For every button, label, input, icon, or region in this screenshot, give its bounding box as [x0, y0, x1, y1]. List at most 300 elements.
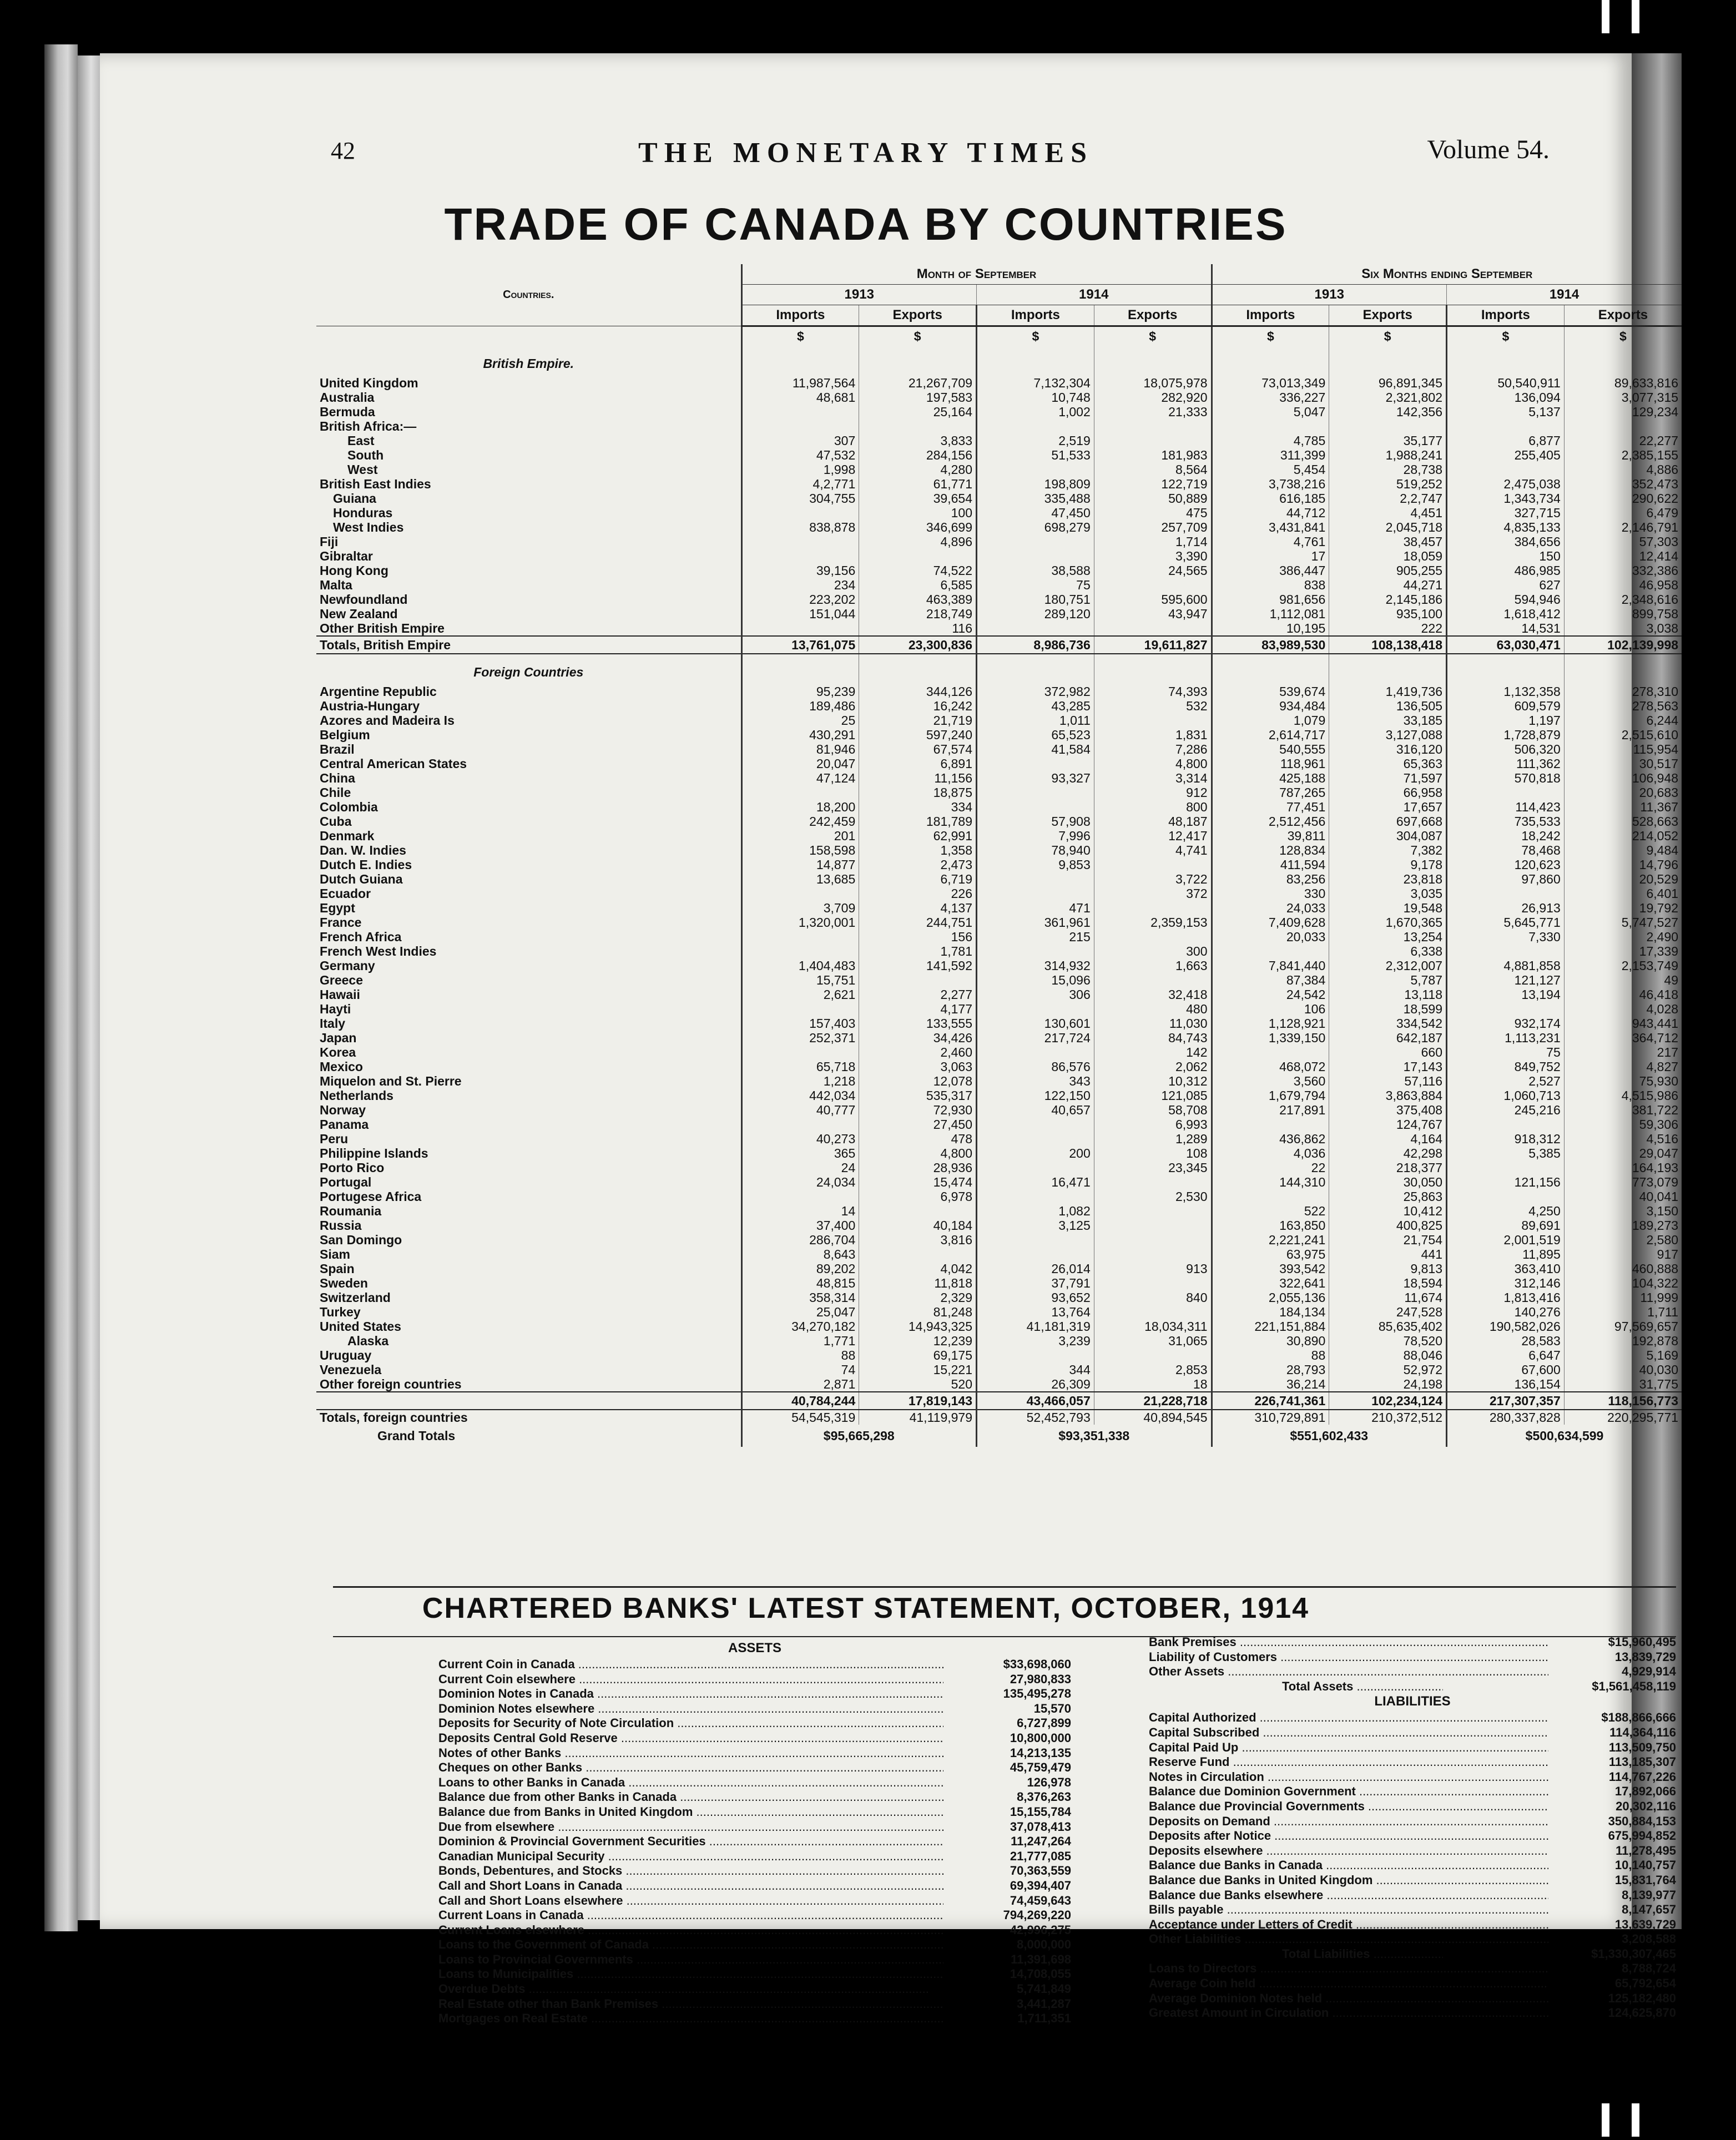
- value-cell: 13,764: [977, 1305, 1094, 1319]
- liability-row: [1149, 1725, 1676, 1740]
- value-cell: 78,940: [977, 843, 1094, 857]
- value-cell: 74: [741, 1362, 859, 1377]
- value-cell: 1,404,483: [741, 958, 859, 973]
- value-cell: [1447, 1189, 1565, 1204]
- liability-row: [1149, 1932, 1676, 1947]
- value-cell: 1,011: [977, 713, 1094, 728]
- value-cell: 14,943,325: [859, 1319, 977, 1334]
- table-row: [316, 915, 1682, 930]
- liability-row-label: Deposits elsewhere .....: [1149, 1844, 1548, 1859]
- value-cell: 198,809: [977, 477, 1094, 491]
- table-row: [316, 958, 1682, 973]
- value-cell: 40,657: [977, 1103, 1094, 1117]
- value-cell: 4,280: [859, 462, 977, 477]
- value-cell: [977, 756, 1094, 771]
- value-cell: 41,119,979: [859, 1410, 977, 1425]
- value-cell: 21,228,718: [1094, 1392, 1212, 1410]
- value-cell: 7,330: [1447, 930, 1565, 944]
- value-cell: 386,447: [1212, 563, 1329, 578]
- asset-row-label: Overdue Debts .....: [438, 1982, 943, 1997]
- asset-row-value: 21,777,085: [1010, 1849, 1071, 1863]
- value-cell: 217,724: [977, 1031, 1094, 1045]
- country-name: United Kingdom: [320, 376, 418, 390]
- value-cell: [977, 1247, 1094, 1261]
- table-row: [316, 756, 1682, 771]
- asset-row-value: 74,459,643: [1010, 1893, 1071, 1907]
- value-cell: 3,314: [1094, 771, 1212, 785]
- asset-row-value: 15,570: [1033, 1701, 1071, 1715]
- asset-row-value: 11,391,698: [1011, 1952, 1071, 1966]
- value-cell: 1,663: [1094, 958, 1212, 973]
- value-cell: 307: [741, 433, 859, 448]
- table-row: [316, 814, 1682, 829]
- value-cell: 1,079: [1212, 713, 1329, 728]
- asset-row-label: Balance due from Banks in United Kingdom .....: [438, 1805, 943, 1820]
- value-cell: [977, 785, 1094, 800]
- value-cell: [741, 549, 859, 563]
- asset-row: [438, 1923, 1071, 1938]
- value-cell: 7,132,304: [977, 376, 1094, 390]
- value-cell: 3,063: [859, 1059, 977, 1074]
- exports-header: Exports: [1094, 305, 1212, 326]
- value-cell: 21,333: [1094, 405, 1212, 419]
- asset-row-label: Cheques on other Banks .....: [438, 1760, 943, 1775]
- banks-title: CHARTERED BANKS' LATEST STATEMENT, OCTOBER, 1914: [422, 1592, 1310, 1624]
- value-cell: [977, 1117, 1094, 1132]
- liability-row-value: 3,208,588: [1622, 1932, 1676, 1946]
- value-cell: 201: [741, 829, 859, 843]
- table-row: [316, 1016, 1682, 1031]
- value-cell: 144,310: [1212, 1175, 1329, 1189]
- value-cell: 40,273: [741, 1132, 859, 1146]
- grand-total-value: $93,351,338: [977, 1425, 1212, 1447]
- imports-header: Imports: [977, 305, 1094, 326]
- value-cell: 14,796: [1564, 857, 1682, 872]
- asset-row-value: 6,727,899: [1017, 1716, 1071, 1730]
- value-cell: 609,579: [1447, 699, 1565, 713]
- asset-row-value: 11,247,264: [1011, 1834, 1071, 1849]
- liability-row-label: Other Liabilities .....: [1149, 1932, 1548, 1947]
- foreign-countries-section: [316, 654, 1682, 684]
- value-cell: 13,685: [741, 872, 859, 886]
- liabilities-column: [1149, 1635, 1676, 2021]
- empty-cell: [741, 654, 859, 684]
- country-name: Philippine Islands: [320, 1146, 428, 1160]
- divider: [333, 1586, 1676, 1588]
- value-cell: [741, 534, 859, 549]
- value-cell: 48,187: [1094, 814, 1212, 829]
- value-cell: 3,239: [977, 1334, 1094, 1348]
- empty-cell: [859, 654, 977, 684]
- value-cell: 381,722: [1564, 1103, 1682, 1117]
- value-cell: [1447, 419, 1565, 433]
- value-cell: 72,930: [859, 1103, 977, 1117]
- value-cell: 157,403: [741, 1016, 859, 1031]
- value-cell: 75,930: [1564, 1074, 1682, 1088]
- value-cell: 16,471: [977, 1175, 1094, 1189]
- value-cell: 310,729,891: [1212, 1410, 1329, 1425]
- value-cell: 40,030: [1564, 1362, 1682, 1377]
- asset-row-value: 14,708,055: [1010, 1967, 1071, 1981]
- value-cell: [1094, 930, 1212, 944]
- value-cell: 106,948: [1564, 771, 1682, 785]
- value-cell: [1094, 857, 1212, 872]
- asset-row: [438, 1746, 1071, 1761]
- value-cell: 62,991: [859, 829, 977, 843]
- value-cell: 1,128,921: [1212, 1016, 1329, 1031]
- value-cell: 93,327: [977, 771, 1094, 785]
- value-cell: 8,986,736: [977, 636, 1094, 654]
- empty-cell: [1329, 346, 1447, 376]
- value-cell: 2,321,802: [1329, 390, 1447, 405]
- other-row-label: Loans to Directors .....: [1149, 1961, 1548, 1976]
- country-name: Dan. W. Indies: [320, 843, 406, 857]
- value-cell: 6,244: [1564, 713, 1682, 728]
- table-row: [316, 549, 1682, 563]
- value-cell: 4,761: [1212, 534, 1329, 549]
- value-cell: 234: [741, 578, 859, 592]
- value-cell: 129,234: [1564, 405, 1682, 419]
- value-cell: 519,252: [1329, 477, 1447, 491]
- value-cell: 2,621: [741, 987, 859, 1002]
- country-name: Honduras: [333, 506, 393, 520]
- value-cell: 5,787: [1329, 973, 1447, 987]
- country-name: Portugese Africa: [320, 1189, 422, 1204]
- value-cell: 14: [741, 1204, 859, 1218]
- table-row: [316, 1233, 1682, 1247]
- value-cell: 335,488: [977, 491, 1094, 506]
- table-row: [316, 901, 1682, 915]
- exports-header: Exports: [1564, 305, 1682, 326]
- value-cell: 133,555: [859, 1016, 977, 1031]
- value-cell: 3,125: [977, 1218, 1094, 1233]
- value-cell: 2,312,007: [1329, 958, 1447, 973]
- value-cell: 278,563: [1564, 699, 1682, 713]
- value-cell: 2,512,456: [1212, 814, 1329, 829]
- value-cell: 75: [1447, 1045, 1565, 1059]
- value-cell: 393,542: [1212, 1261, 1329, 1276]
- value-cell: 20,683: [1564, 785, 1682, 800]
- liability-row: [1149, 1829, 1676, 1844]
- foreign-countries-section-label: Foreign Countries: [473, 665, 584, 679]
- value-cell: 522: [1212, 1204, 1329, 1218]
- value-cell: [977, 872, 1094, 886]
- value-cell: 5,747,527: [1564, 915, 1682, 930]
- liability-row-value: 113,185,307: [1608, 1755, 1676, 1769]
- table-row: [316, 944, 1682, 958]
- value-cell: [1094, 433, 1212, 448]
- value-cell: [977, 1160, 1094, 1175]
- value-cell: 838: [1212, 578, 1329, 592]
- liability-row-value: 13,639,729: [1614, 1917, 1676, 1931]
- value-cell: [741, 785, 859, 800]
- value-cell: 330: [1212, 886, 1329, 901]
- asset-row: [438, 1864, 1071, 1879]
- value-cell: 304,755: [741, 491, 859, 506]
- value-cell: 2,062: [1094, 1059, 1212, 1074]
- value-cell: 108: [1094, 1146, 1212, 1160]
- value-cell: 67,600: [1447, 1362, 1565, 1377]
- value-cell: 334,542: [1329, 1016, 1447, 1031]
- value-cell: 442,034: [741, 1088, 859, 1103]
- value-cell: 2,519: [977, 433, 1094, 448]
- value-cell: 2,045,718: [1329, 520, 1447, 534]
- country-name: West: [347, 462, 378, 477]
- asset-row: [438, 2011, 1071, 2026]
- liability-row-label: Acceptance under Letters of Credit .....: [1149, 1917, 1548, 1932]
- table-row: [316, 419, 1682, 433]
- value-cell: 18,059: [1329, 549, 1447, 563]
- liability-row-label: Bills payable .....: [1149, 1902, 1548, 1917]
- value-cell: 311,399: [1212, 448, 1329, 462]
- table-row: [316, 477, 1682, 491]
- value-cell: 2,385,155: [1564, 448, 1682, 462]
- value-cell: [1447, 886, 1565, 901]
- value-cell: 226: [859, 886, 977, 901]
- value-cell: 41,181,319: [977, 1319, 1094, 1334]
- table-row: [316, 872, 1682, 886]
- asset-row: [438, 1982, 1071, 1997]
- value-cell: 3,833: [859, 433, 977, 448]
- asset-row-value: 4,929,914: [1622, 1664, 1676, 1679]
- value-cell: 77,451: [1212, 800, 1329, 814]
- value-cell: 46,418: [1564, 987, 1682, 1002]
- value-cell: 486,985: [1447, 563, 1565, 578]
- value-cell: 336,227: [1212, 390, 1329, 405]
- value-cell: [977, 1132, 1094, 1146]
- table-row: [316, 1348, 1682, 1362]
- value-cell: 11,674: [1329, 1290, 1447, 1305]
- asset-row-value: 13,839,729: [1614, 1649, 1676, 1664]
- value-cell: [1094, 1348, 1212, 1362]
- asset-row: [438, 1672, 1071, 1687]
- value-cell: 15,474: [859, 1175, 977, 1189]
- value-cell: 38,457: [1329, 534, 1447, 549]
- value-cell: 217,307,357: [1447, 1392, 1565, 1410]
- value-cell: [977, 1348, 1094, 1362]
- value-cell: 142: [1094, 1045, 1212, 1059]
- value-cell: [977, 1002, 1094, 1016]
- value-cell: 189,486: [741, 699, 859, 713]
- value-cell: 471: [977, 901, 1094, 915]
- value-cell: 180,751: [977, 592, 1094, 607]
- liability-row-value: 113,509,750: [1608, 1740, 1676, 1754]
- value-cell: 89,202: [741, 1261, 859, 1276]
- value-cell: 11,818: [859, 1276, 977, 1290]
- trade-title: TRADE OF CANADA BY COUNTRIES: [444, 199, 1288, 250]
- value-cell: 18,599: [1329, 1002, 1447, 1016]
- value-cell: 3,127,088: [1329, 728, 1447, 742]
- table-row: [316, 1132, 1682, 1146]
- value-cell: 13,194: [1447, 987, 1565, 1002]
- value-cell: 7,286: [1094, 742, 1212, 756]
- country-name: Alaska: [347, 1334, 389, 1348]
- value-cell: 10,312: [1094, 1074, 1212, 1088]
- total-liabilities-row-value: $1,330,307,465: [1591, 1946, 1676, 1961]
- asset-row: [438, 1790, 1071, 1805]
- value-cell: 4,785: [1212, 433, 1329, 448]
- value-cell: 12,414: [1564, 549, 1682, 563]
- value-cell: 3,709: [741, 901, 859, 915]
- value-cell: 4,886: [1564, 462, 1682, 477]
- page-number: 42: [331, 137, 355, 164]
- asset-row-label: Other Assets .....: [1149, 1664, 1548, 1679]
- country-name: Totals, foreign countries: [320, 1410, 468, 1425]
- asset-row-value: 8,376,263: [1017, 1790, 1071, 1804]
- value-cell: 26,309: [977, 1377, 1094, 1392]
- value-cell: 11,999: [1564, 1290, 1682, 1305]
- value-cell: 242,459: [741, 814, 859, 829]
- value-cell: 1,218: [741, 1074, 859, 1088]
- liability-row: [1149, 1844, 1676, 1859]
- value-cell: 289,120: [977, 607, 1094, 621]
- asset-row-value: 5,741,849: [1017, 1982, 1071, 1996]
- value-cell: 124,767: [1329, 1117, 1447, 1132]
- film-mark: [1632, 2103, 1639, 2137]
- value-cell: 478: [859, 1132, 977, 1146]
- value-cell: [977, 549, 1094, 563]
- value-cell: [1212, 1045, 1329, 1059]
- table-row: [316, 1146, 1682, 1160]
- value-cell: 86,576: [977, 1059, 1094, 1074]
- value-cell: 16,242: [859, 699, 977, 713]
- table-row: [316, 462, 1682, 477]
- asset-row: [438, 1687, 1071, 1702]
- other-row-value: 8,788,724: [1622, 1961, 1676, 1976]
- country-name: Panama: [320, 1117, 369, 1132]
- value-cell: 217,891: [1212, 1103, 1329, 1117]
- value-cell: 1,618,412: [1447, 607, 1565, 621]
- value-cell: 122,150: [977, 1088, 1094, 1103]
- asset-row-label: Due from elsewhere .....: [438, 1820, 943, 1835]
- value-cell: 2,614,717: [1212, 728, 1329, 742]
- value-cell: 4,164: [1329, 1132, 1447, 1146]
- asset-row-label: Deposits Central Gold Reserve .....: [438, 1731, 943, 1746]
- liability-row: [1149, 1770, 1676, 1785]
- value-cell: 1,339,150: [1212, 1031, 1329, 1045]
- value-cell: 74,522: [859, 563, 977, 578]
- value-cell: 346,699: [859, 520, 977, 534]
- value-cell: 2,527: [1447, 1074, 1565, 1088]
- other-row: [1149, 2006, 1676, 2021]
- value-cell: 2,145,186: [1329, 592, 1447, 607]
- value-cell: 2,359,153: [1094, 915, 1212, 930]
- value-cell: [1447, 944, 1565, 958]
- table-row: [316, 1319, 1682, 1334]
- value-cell: 37,400: [741, 1218, 859, 1233]
- value-cell: 697,668: [1329, 814, 1447, 829]
- value-cell: [1094, 1276, 1212, 1290]
- empty-cell: [741, 346, 859, 376]
- value-cell: 39,156: [741, 563, 859, 578]
- value-cell: 118,156,773: [1564, 1392, 1682, 1410]
- value-cell: [1094, 1175, 1212, 1189]
- value-cell: 24,033: [1212, 901, 1329, 915]
- total-liabilities-row-label: Total Liabilities .....: [1149, 1947, 1443, 1962]
- table-row: [316, 1160, 1682, 1175]
- value-cell: 66,958: [1329, 785, 1447, 800]
- value-cell: [741, 419, 859, 433]
- value-cell: 1,998: [741, 462, 859, 477]
- grand-totals-label: Grand Totals: [377, 1429, 456, 1443]
- value-cell: 36,214: [1212, 1377, 1329, 1392]
- value-cell: 65,363: [1329, 756, 1447, 771]
- country-name: Miquelon and St. Pierre: [320, 1074, 462, 1088]
- value-cell: [977, 800, 1094, 814]
- currency-symbol: $: [1329, 326, 1447, 346]
- value-cell: 9,484: [1564, 843, 1682, 857]
- value-cell: [859, 973, 977, 987]
- asset-row: [438, 1908, 1071, 1923]
- value-cell: 48,681: [741, 390, 859, 405]
- value-cell: 244,751: [859, 915, 977, 930]
- liability-row: [1149, 1755, 1676, 1770]
- value-cell: 6,978: [859, 1189, 977, 1204]
- country-name: Belgium: [320, 728, 370, 742]
- country-name: Greece: [320, 973, 364, 987]
- value-cell: 32,418: [1094, 987, 1212, 1002]
- value-cell: [1447, 1117, 1565, 1132]
- value-cell: 106: [1212, 1002, 1329, 1016]
- value-cell: 104,322: [1564, 1276, 1682, 1290]
- trade-table: [316, 264, 1682, 1447]
- value-cell: [859, 419, 977, 433]
- value-cell: 400,825: [1329, 1218, 1447, 1233]
- value-cell: 1,711: [1564, 1305, 1682, 1319]
- value-cell: 1,988,241: [1329, 448, 1447, 462]
- value-cell: 20,047: [741, 756, 859, 771]
- value-cell: 214,052: [1564, 829, 1682, 843]
- value-cell: 20,033: [1212, 930, 1329, 944]
- value-cell: 3,816: [859, 1233, 977, 1247]
- value-cell: 460,888: [1564, 1261, 1682, 1276]
- value-cell: 74,393: [1094, 684, 1212, 699]
- value-cell: 81,946: [741, 742, 859, 756]
- liability-row-value: 15,831,764: [1614, 1872, 1676, 1887]
- liability-row-value: 11,278,495: [1616, 1843, 1676, 1858]
- value-cell: 13,254: [1329, 930, 1447, 944]
- country-name: West Indies: [333, 520, 404, 534]
- empty-cell: [1094, 346, 1212, 376]
- value-cell: 215: [977, 930, 1094, 944]
- value-cell: 2,853: [1094, 1362, 1212, 1377]
- liability-row-label: Reserve Fund .....: [1149, 1755, 1548, 1770]
- value-cell: 2,001,519: [1447, 1233, 1565, 1247]
- value-cell: 3,431,841: [1212, 520, 1329, 534]
- asset-row-label: Call and Short Loans in Canada .....: [438, 1879, 943, 1894]
- value-cell: 935,100: [1329, 607, 1447, 621]
- value-cell: [1094, 901, 1212, 915]
- table-row: [316, 1103, 1682, 1117]
- value-cell: 25,047: [741, 1305, 859, 1319]
- value-cell: 4,881,858: [1447, 958, 1565, 973]
- liability-row: [1149, 1814, 1676, 1829]
- value-cell: 282,920: [1094, 390, 1212, 405]
- value-cell: 913: [1094, 1261, 1212, 1276]
- value-cell: 2,580: [1564, 1233, 1682, 1247]
- value-cell: 6,479: [1564, 506, 1682, 520]
- asset-row-label: Canadian Municipal Security .....: [438, 1849, 943, 1864]
- asset-row: [438, 1716, 1071, 1731]
- value-cell: 163,850: [1212, 1218, 1329, 1233]
- value-cell: [1564, 419, 1682, 433]
- value-cell: 111,362: [1447, 756, 1565, 771]
- asset-row-value: 135,495,278: [1003, 1687, 1071, 1701]
- asset-row: [438, 1702, 1071, 1717]
- asset-row-value: 14,213,135: [1010, 1745, 1071, 1760]
- table-row: [316, 886, 1682, 901]
- value-cell: 773,079: [1564, 1175, 1682, 1189]
